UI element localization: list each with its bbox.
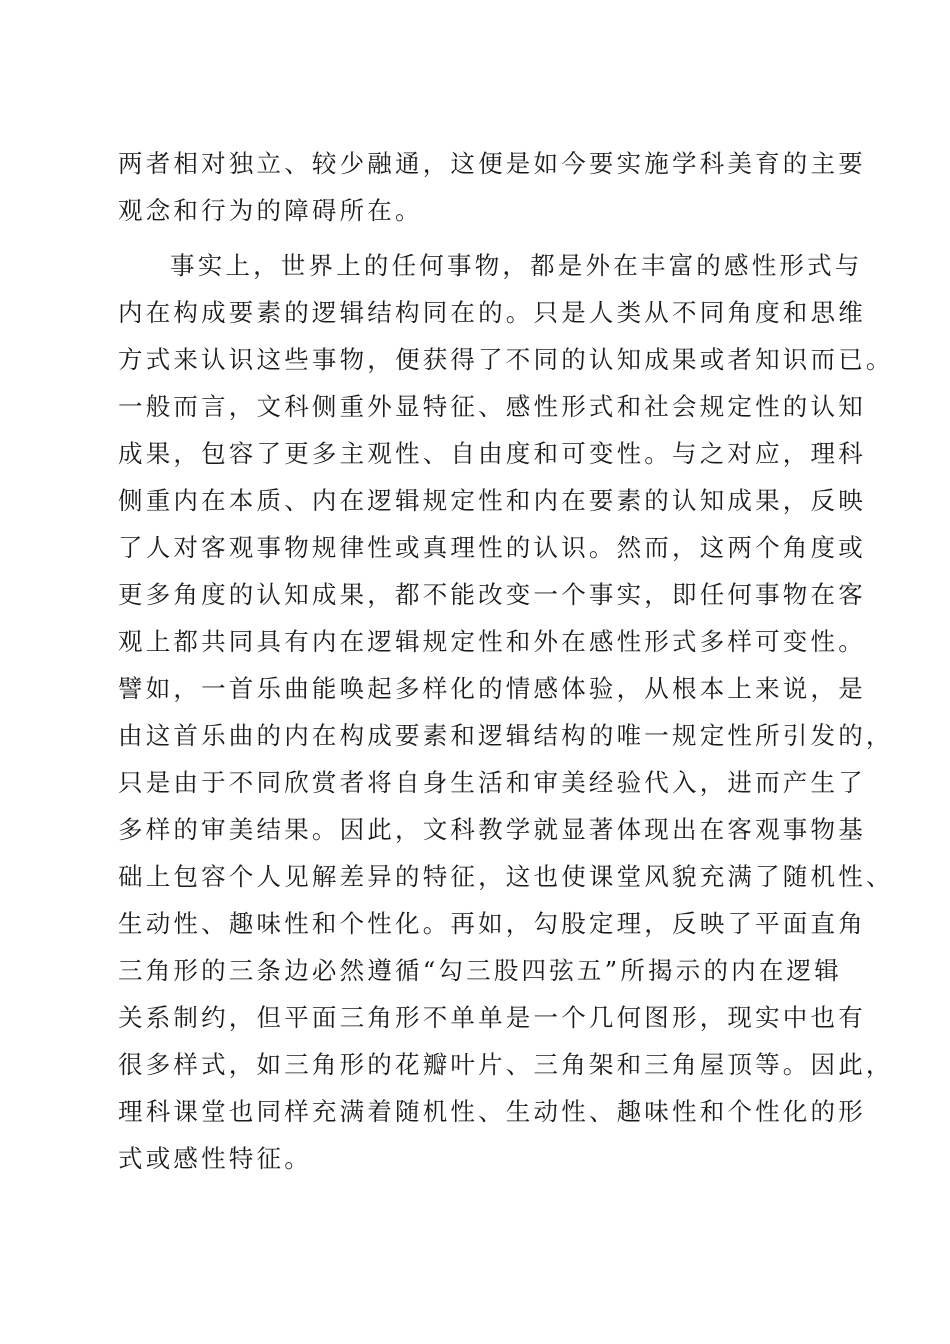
text-line: 事实上，世界上的任何事物，都是外在丰富的感性形式与 (170, 251, 863, 280)
text-line: 只是由于不同欣赏者将自身生活和审美经验代入，进而产生了 (118, 768, 866, 797)
body-text (118, 140, 894, 1182)
text-line: 理科课堂也同样充满着随机性、生动性、趣味性和个性化的形 (118, 1097, 866, 1126)
text-line: 观上都共同具有内在逻辑规定性和外在感性形式多样可变性。 (118, 627, 866, 656)
text-line: 了人对客观事物规律性或真理性的认识。然而，这两个角度或 (118, 533, 866, 562)
text-line: 由这首乐曲的内在构成要素和逻辑结构的唯一规定性所引发的， (118, 721, 894, 750)
text-line: 更多角度的认知成果，都不能改变一个事实，即任何事物在客 (118, 580, 866, 609)
text-line: 内在构成要素的逻辑结构同在的。只是人类从不同角度和思维 (118, 298, 866, 327)
paragraph-2 (118, 242, 894, 1182)
text-line: 一般而言，文科侧重外显特征、感性形式和社会规定性的认知 (118, 392, 866, 421)
text-line: 很多样式，如三角形的花瓣叶片、三角架和三角屋顶等。因此， (118, 1050, 894, 1079)
text-line: 础上包容个人见解差异的特征，这也使课堂风貌充满了随机性、 (118, 862, 894, 891)
text-line: 三角形的三条边必然遵循“勾三股四弦五”所揭示的内在逻辑 (118, 956, 842, 985)
text-line: 两者相对独立、较少融通，这便是如今要实施学科美育的主要 (118, 149, 866, 178)
text-line: 譬如，一首乐曲能唤起多样化的情感体验，从根本上来说，是 (118, 674, 866, 703)
paragraph-1 (118, 140, 866, 234)
text-line: 关系制约，但平面三角形不单单是一个几何图形，现实中也有 (118, 1003, 866, 1032)
text-line: 多样的审美结果。因此，文科教学就显著体现出在客观事物基 (118, 815, 866, 844)
text-line: 成果，包容了更多主观性、自由度和可变性。与之对应，理科 (118, 439, 866, 468)
text-line: 侧重内在本质、内在逻辑规定性和内在要素的认知成果，反映 (118, 486, 866, 515)
text-line: 观念和行为的障碍所在。 (118, 196, 423, 225)
text-line: 方式来认识这些事物，便获得了不同的认知成果或者知识而已。 (118, 345, 894, 374)
paragraph-gap (118, 234, 840, 242)
text-line: 式或感性特征。 (118, 1144, 312, 1173)
text-line: 生动性、趣味性和个性化。再如，勾股定理，反映了平面直角 (118, 909, 866, 938)
